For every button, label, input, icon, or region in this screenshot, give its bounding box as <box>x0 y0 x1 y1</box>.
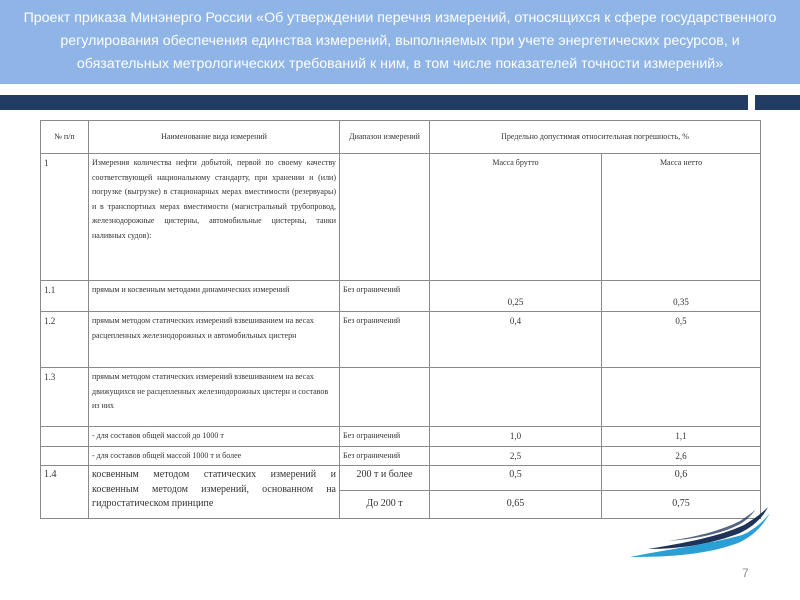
table-row <box>41 466 761 491</box>
row-gross: 0,5 <box>430 466 602 491</box>
row-name: косвенным методом статических измерений и косвенным методом измерений, основанном на гидростатическом принципе <box>89 466 340 519</box>
row-net: 0,35 <box>602 281 761 312</box>
row-gross: 0,4 <box>430 312 602 368</box>
table-row <box>41 281 761 312</box>
row-gross: 0,65 <box>430 491 602 519</box>
slide-header <box>0 0 800 84</box>
row-number: 1.3 <box>41 368 89 427</box>
row-range <box>340 368 430 427</box>
table-row <box>41 312 761 368</box>
row-net: 0,6 <box>602 466 761 491</box>
row-range: Без ограничений <box>340 446 430 466</box>
row-range <box>340 154 430 281</box>
table-row <box>41 154 761 281</box>
subheader-gross: Масса брутто <box>430 154 602 281</box>
row-number <box>41 427 89 447</box>
header-cell-range: Диапазон измерений <box>340 121 430 154</box>
row-number: 1 <box>41 154 89 281</box>
row-net: 0,5 <box>602 312 761 368</box>
row-gross: 2,5 <box>430 446 602 466</box>
row-net: 2,6 <box>602 446 761 466</box>
row-name: Измерения количества нефти добытой, первой по своему качеству соответствующей национальному стандарту, при хранении и (или) погрузке (выгрузке) в стационарных мерах вместимости (резервуары) и в транспортных мерах вместимости (магистральный трубопровод, железнодорожные цистерны, автомобильные цистерны, танки наливных судов): <box>89 154 340 281</box>
row-range: Без ограничений <box>340 281 430 312</box>
header-cell-num: № п/п <box>41 121 89 154</box>
table-row <box>41 368 761 427</box>
table-row <box>41 446 761 466</box>
row-gross: 1,0 <box>430 427 602 447</box>
measurements-table <box>40 120 761 519</box>
page-number: 7 <box>742 566 749 580</box>
row-net: 1,1 <box>602 427 761 447</box>
row-name: прямым методом статических измерений взвешиванием на весах движущихся не расцепленных железнодорожных цистерн и составов из них <box>89 368 340 427</box>
header-rule <box>0 95 748 110</box>
row-number: 1.2 <box>41 312 89 368</box>
slide-title: Проект приказа Минэнерго России «Об утверждении перечня измерений, относящихся к сфере государственного регулирования обеспечения единства измерений, выполняемых при учете энергетических ресурсов, и обязательных метрологических требований к ним, в том числе показателей точности измерений» <box>23 10 777 72</box>
row-name: прямым и косвенным методами динамических измерений <box>89 281 340 312</box>
row-number: 1.1 <box>41 281 89 312</box>
row-number <box>41 446 89 466</box>
row-net <box>602 368 761 427</box>
row-net: 0,75 <box>602 491 761 519</box>
row-gross <box>430 368 602 427</box>
row-range: Без ограничений <box>340 312 430 368</box>
header-cell-name: Наименование вида измерений <box>89 121 340 154</box>
row-number: 1.4 <box>41 466 89 519</box>
row-range: 200 т и более <box>340 466 430 491</box>
row-name: - для составов общей массой 1000 т и более <box>89 446 340 466</box>
wave-logo-icon <box>628 505 773 565</box>
table-row <box>41 427 761 447</box>
row-name: прямым методом статических измерений взвешиванием на весах расцепленных железнодорожных и автомобильных цистерн <box>89 312 340 368</box>
row-gross: 0,25 <box>430 281 602 312</box>
row-range: Без ограничений <box>340 427 430 447</box>
row-range: До 200 т <box>340 491 430 519</box>
row-name: - для составов общей массой до 1000 т <box>89 427 340 447</box>
subheader-net: Масса нетто <box>602 154 761 281</box>
header-rule-cap <box>755 95 800 110</box>
header-cell-error: Предельно допустимая относительная погрешность, % <box>430 121 761 154</box>
